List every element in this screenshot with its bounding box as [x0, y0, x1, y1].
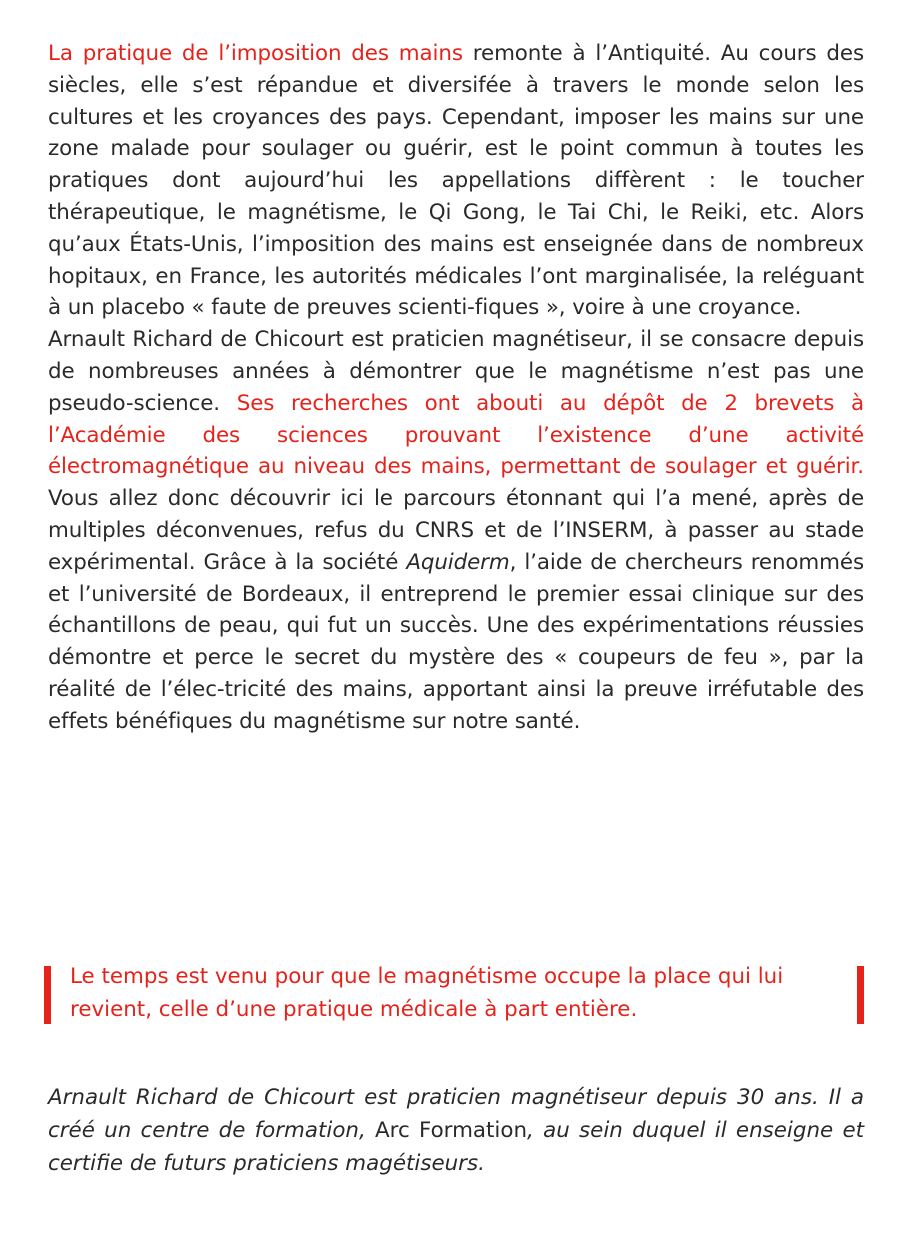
- quote-bar-right: [857, 966, 864, 1024]
- author-text-after: , l’aide de chercheurs renommés et l’université de Bordeaux, il entreprend le premier essai clinique sur des échantillons de peau, qui fut un succès. Une des expérimentations réussies démontre et perce le secret du mystère des « coupeurs de feu », par la réalité de l’élec-tricité des mains, apportant ainsi la preuve irréfutable des effets bénéfiques du magnétisme sur notre santé.: [48, 549, 864, 734]
- intro-paragraph: [48, 38, 864, 324]
- pull-quote: [44, 958, 864, 1028]
- quote-text: Le temps est venu pour que le magnétisme occupe la place qui lui revient, celle d’une pratique médicale à part entière.: [70, 964, 784, 1022]
- author-bio: [48, 1081, 864, 1180]
- main-text-block: [48, 38, 864, 738]
- author-text-before: Arnault Richard de Chicourt est praticien magnétiseur, il se consacre depuis de nombreuses années à démontrer que le magnétisme n’est pas une pseudo-science.: [48, 327, 864, 416]
- author-paragraph: [48, 324, 864, 737]
- quote-bar-left: [44, 966, 51, 1024]
- research-highlight: Ses recherches ont abouti au dépôt de 2 brevets à l’Académie des sciences prouvant l’existence d’une activité électromagnétique au niveau des mains, permettant de soulager et guérir.: [48, 390, 864, 480]
- company-name: Aquiderm: [406, 549, 510, 575]
- bio-text-after: , au sein duquel il enseigne et certifie de futurs praticiens magétiseurs.: [48, 1118, 864, 1176]
- intro-highlight: La pratique de l’imposition des mains: [48, 41, 463, 66]
- author-text-middle: Vous allez donc découvrir ici le parcours étonnant qui l’a mené, après de multiples déconvenues, refus du CNRS et de l’INSERM, à passer au stade expérimental. Grâce à la société: [48, 486, 864, 575]
- bio-text-before: Arnault Richard de Chicourt est praticien magnétiseur depuis 30 ans. Il a créé un centre de formation,: [48, 1085, 864, 1143]
- training-center-name: Arc Formation: [375, 1118, 528, 1143]
- intro-body: remonte à l’Antiquité. Au cours des siècles, elle s’est répandue et diversifée à travers le monde selon les cultures et les croyances des pays. Cependant, imposer les mains sur une zone malade pour soulager ou guérir, est le point commun à toutes les pratiques dont aujourd’hui les appellations diffèrent : le toucher thérapeutique, le magnétisme, le Qi Gong, le Tai Chi, le Reiki, etc. Alors qu’aux États-Unis, l’imposition des mains est enseignée dans de nombreux hopitaux, en France, les autorités médicales l’ont marginalisée, la reléguant à un placebo « faute de preuves scienti-fiques », voire à une croyance.: [48, 41, 864, 321]
